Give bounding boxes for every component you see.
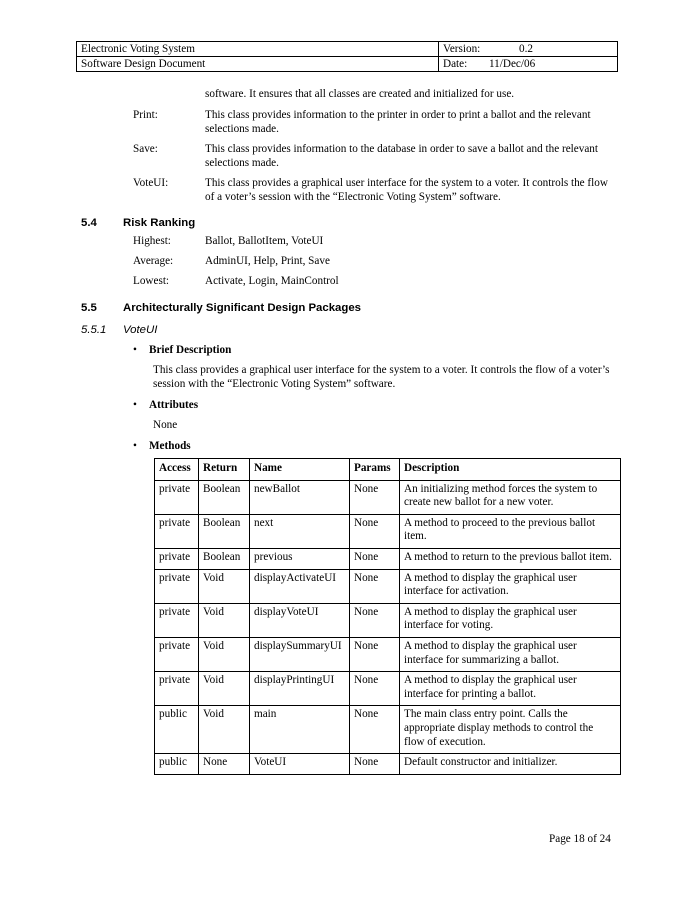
cell-description: A method to display the graphical user interface for printing a ballot. [400,672,621,706]
attributes-heading: • Attributes [133,399,199,411]
cell-return: Void [199,672,250,706]
header-document-title: Software Design Document [77,57,439,72]
cell-access: public [155,754,199,775]
cell-return: Void [199,603,250,637]
risk-label-average: Average: [133,255,174,267]
cell-name: main [250,706,350,754]
cell-name: displayPrintingUI [250,672,350,706]
cell-params: None [350,514,400,548]
cell-name: displayVoteUI [250,603,350,637]
definition-text-save: This class provides information to the database in order to save a ballot and the relevant selections made. [205,143,598,169]
document-header [76,41,618,72]
cell-name: displaySummaryUI [250,637,350,671]
table-row [155,754,621,775]
section-5-4-title: Risk Ranking [123,217,196,229]
cell-access: private [155,569,199,603]
cell-access: private [155,603,199,637]
section-5-4-number: 5.4 [81,217,97,229]
cell-description: The main class entry point. Calls the appropriate display methods to control the flow of execution. [400,706,621,754]
methods-table-header [155,459,621,481]
bullet-icon: • [133,399,137,411]
cell-return: Boolean [199,514,250,548]
section-5-5-1-title: VoteUI [123,324,158,336]
definition-term-voteui: VoteUI: [133,177,169,189]
risk-value-average: AdminUI, Help, Print, Save [205,255,330,267]
column-header-params: Params [350,459,400,481]
risk-value-lowest: Activate, Login, MainControl [205,275,339,287]
cell-access: private [155,480,199,514]
column-header-description: Description [400,459,621,481]
cell-params: None [350,706,400,754]
cell-description: An initializing method forces the system to create new ballot for a new voter. [400,480,621,514]
cell-name: newBallot [250,480,350,514]
definition-text-print: This class provides information to the printer in order to print a ballot and the relevant selections made. [205,109,591,135]
table-row [155,548,621,569]
cell-access: private [155,514,199,548]
cell-params: None [350,754,400,775]
cell-return: Boolean [199,480,250,514]
section-5-5-title: Architecturally Significant Design Packages [123,302,362,314]
cell-params: None [350,548,400,569]
brief-description-heading: • Brief Description [133,344,232,356]
cell-access: public [155,706,199,754]
risk-value-highest: Ballot, BallotItem, VoteUI [205,235,324,247]
header-version: Version: 0.2 [439,42,618,57]
definition-term-save: Save: [133,143,158,155]
header-system-title: Electronic Voting System [77,42,439,57]
cell-description: A method to display the graphical user interface for summarizing a ballot. [400,637,621,671]
cell-return: Void [199,637,250,671]
table-row [155,603,621,637]
cell-description: A method to display the graphical user interface for activation. [400,569,621,603]
column-header-access: Access [155,459,199,481]
cell-description: A method to return to the previous ballot item. [400,548,621,569]
cell-name: next [250,514,350,548]
cell-return: Boolean [199,548,250,569]
cell-params: None [350,637,400,671]
cell-access: private [155,548,199,569]
column-header-return: Return [199,459,250,481]
column-header-name: Name [250,459,350,481]
cell-access: private [155,672,199,706]
header-date: Date: 11/Dec/06 [439,57,618,72]
cell-description: Default constructor and initializer. [400,754,621,775]
section-5-5-1-number: 5.5.1 [81,324,107,336]
table-row [155,569,621,603]
cell-return: None [199,754,250,775]
header-date-value: 11/Dec/06 [489,58,536,70]
header-version-value: 0.2 [519,43,533,55]
definition-text-voteui: This class provides a graphical user interface for the system to a voter. It controls the flow of a voter’s session with the “Electronic Voting System” software. [205,177,608,203]
methods-table [154,458,621,775]
section-5-5-number: 5.5 [81,302,97,314]
table-row [155,480,621,514]
cell-description: A method to display the graphical user interface for voting. [400,603,621,637]
bullet-icon: • [133,440,137,452]
cell-params: None [350,480,400,514]
cell-params: None [350,569,400,603]
table-row [155,514,621,548]
risk-label-highest: Highest: [133,235,171,247]
methods-heading: • Methods [133,440,191,452]
cell-name: VoteUI [250,754,350,775]
table-row [155,637,621,671]
cell-params: None [350,603,400,637]
table-row [155,672,621,706]
cell-return: Void [199,706,250,754]
intro-text: software. It ensures that all classes are created and initialized for use. [205,88,515,100]
cell-access: private [155,637,199,671]
bullet-icon: • [133,344,137,356]
page-number: Page 18 of 24 [549,833,611,845]
definition-term-print: Print: [133,109,158,121]
cell-params: None [350,672,400,706]
brief-description-text: This class provides a graphical user interface for the system to a voter. It controls the flow of a voter’s session with the “Electronic Voting System” software. [153,364,610,390]
risk-label-lowest: Lowest: [133,275,170,287]
cell-name: previous [250,548,350,569]
cell-name: displayActivateUI [250,569,350,603]
cell-return: Void [199,569,250,603]
attributes-text: None [153,419,178,431]
cell-description: A method to proceed to the previous ballot item. [400,514,621,548]
table-row [155,706,621,754]
